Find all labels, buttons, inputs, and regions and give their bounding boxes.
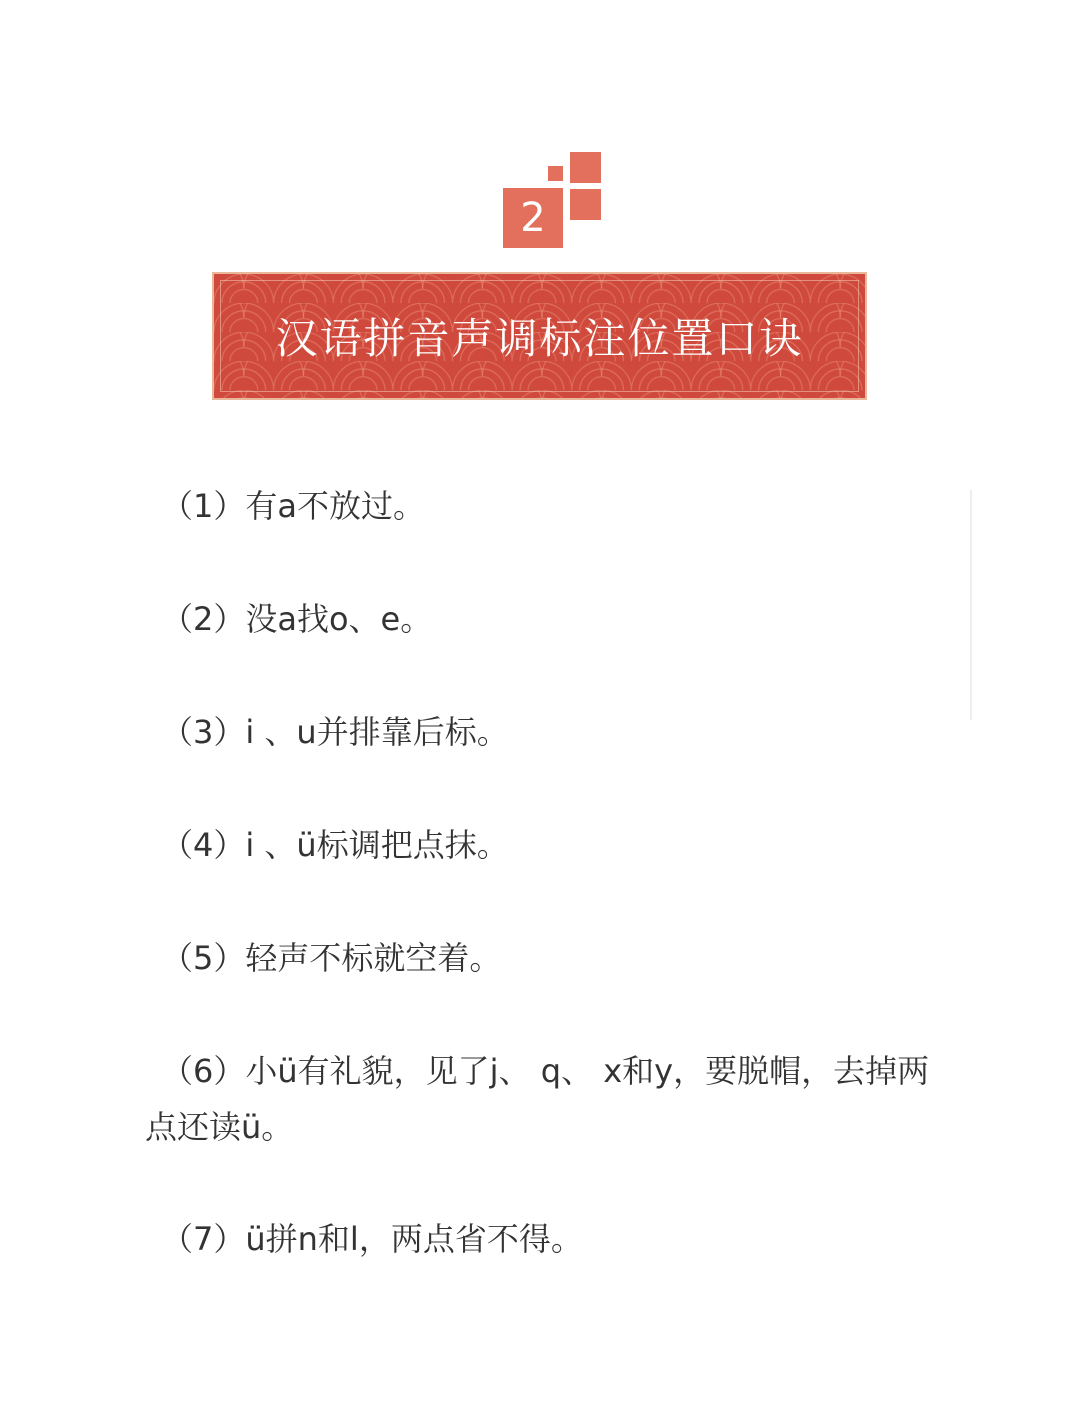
decor-square-small: [548, 166, 563, 181]
rule-item-6: （6）小ü有礼貌，见了j、 q、 x和y，要脱帽，去掉两点还读ü。: [145, 1052, 930, 1146]
rule-item-1: （1）有a不放过。: [161, 487, 425, 525]
rule-item-3: （3）i 、u并排靠后标。: [161, 713, 509, 751]
rule-item-5: （5）轻声不标就空着。: [161, 939, 502, 977]
rule-item-7: （7）ü拼n和l，两点省不得。: [161, 1220, 583, 1258]
rule-item-4: （4）i 、ü标调把点抹。: [161, 826, 509, 864]
section-number: 2: [503, 188, 563, 248]
decor-square-top: [570, 152, 601, 183]
title-banner: [212, 272, 867, 400]
banner-title: 汉语拼音声调标注位置口诀: [275, 314, 804, 363]
decor-square-middle: [570, 189, 601, 220]
rule-item-2: （2）没a找o、e。: [161, 600, 433, 638]
edge-divider: [970, 490, 972, 720]
section-number-badge: [503, 152, 603, 252]
